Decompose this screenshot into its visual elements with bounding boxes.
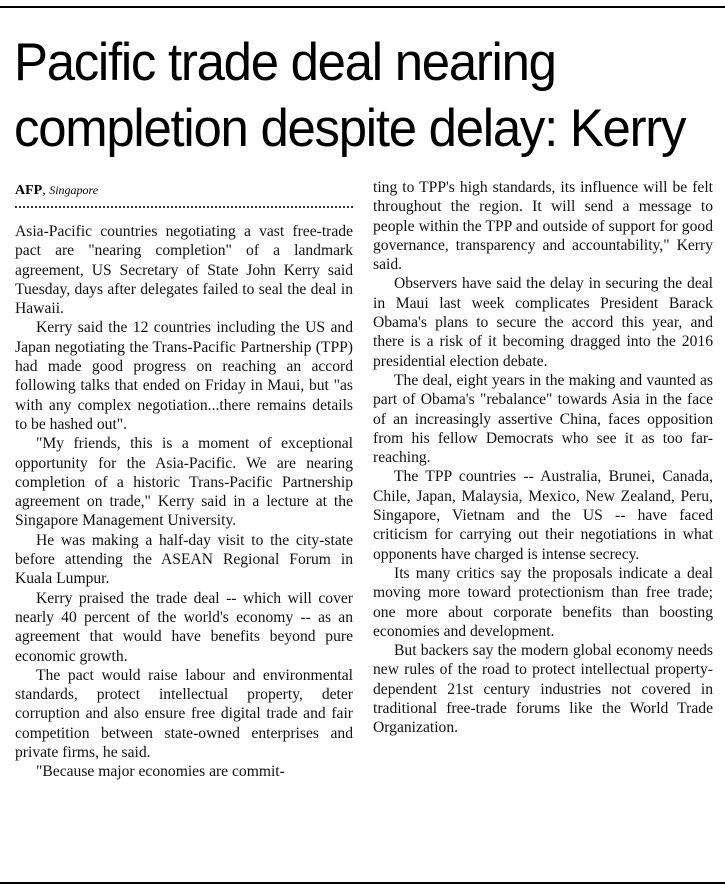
article-column-2 <box>373 178 713 738</box>
paragraph: The TPP countries -- Australia, Brunei, Canada, Chile, Japan, Malaysia, Mexico, New Zealand, Peru, Singapore, Vietnam and the US -- have faced criticism for carrying out their negotiations in what opponents have charged is intense secrecy. <box>373 468 713 563</box>
byline-agency: AFP <box>15 183 43 198</box>
paragraph: Its many critics say the proposals indicate a deal moving more toward protectionism than free trade; one more about corporate benefits than boosting economies and development. <box>373 564 713 640</box>
top-rule <box>0 6 725 8</box>
paragraph: Kerry said the 12 countries including the US and Japan negotiating the Trans-Pacific Partnership (TPP) had made good progress on reaching an accord following talks that ended on Friday in Maui, but "as with any complex negotiation...there remains details to be hashed out". <box>15 319 353 433</box>
byline-place: Singapore <box>49 183 99 197</box>
bottom-rule <box>0 882 725 884</box>
paragraph: ting to TPP's high standards, its influence will be felt throughout the region. It will send a message to people within the TPP and outside of support for good governance, transparency and accountability," Kerry said. <box>373 179 713 274</box>
paragraph: Observers have said the delay in securing the deal in Maui last week complicates President Barack Obama's plans to secure the accord this year, and there is a risk of it becoming dragged into the 2016 presidential election debate. <box>373 275 713 370</box>
dotted-divider <box>15 206 353 208</box>
byline: AFP, Singapore <box>15 183 99 198</box>
paragraph: "My friends, this is a moment of exceptional opportunity for the Asia-Pacific. We are nearing completion of a historic Trans-Pacific Partnership agreement on trade," Kerry said in a lecture at the Singapore Management University. <box>15 435 353 530</box>
paragraph: He was making a half-day visit to the city-state before attending the ASEAN Regional Forum in Kuala Lumpur. <box>15 531 353 588</box>
paragraph: But backers say the modern global economy needs new rules of the road to protect intellectual property-dependent 21st century industries not covered in traditional free-trade forums like the World Trade Organization. <box>373 642 713 737</box>
headline: Pacific trade deal nearing completion despite delay: Kerry <box>14 33 686 158</box>
paragraph: The deal, eight years in the making and vaunted as part of Obama's "rebalance" towards Asia in the face of an increasingly assertive China, faces opposition from his fellow Democrats who see it as too far-reaching. <box>373 371 713 467</box>
paragraph: "Because major economies are commit- <box>36 763 285 781</box>
paragraph: Kerry praised the trade deal -- which will cover nearly 40 percent of the world's economy -- as an agreement that would have benefits beyond pure economic growth. <box>15 589 353 665</box>
article-column-1 <box>15 222 353 782</box>
paragraph: Asia-Pacific countries negotiating a vast free-trade pact are "nearing completion" of a landmark agreement, US Secretary of State John Kerry said Tuesday, days after delegates failed to seal the deal in Hawaii. <box>15 223 353 318</box>
paragraph: The pact would raise labour and environmental standards, protect intellectual property, deter corruption and also ensure free digital trade and fair competition between state-owned enterprises and private firms, he said. <box>15 666 353 762</box>
